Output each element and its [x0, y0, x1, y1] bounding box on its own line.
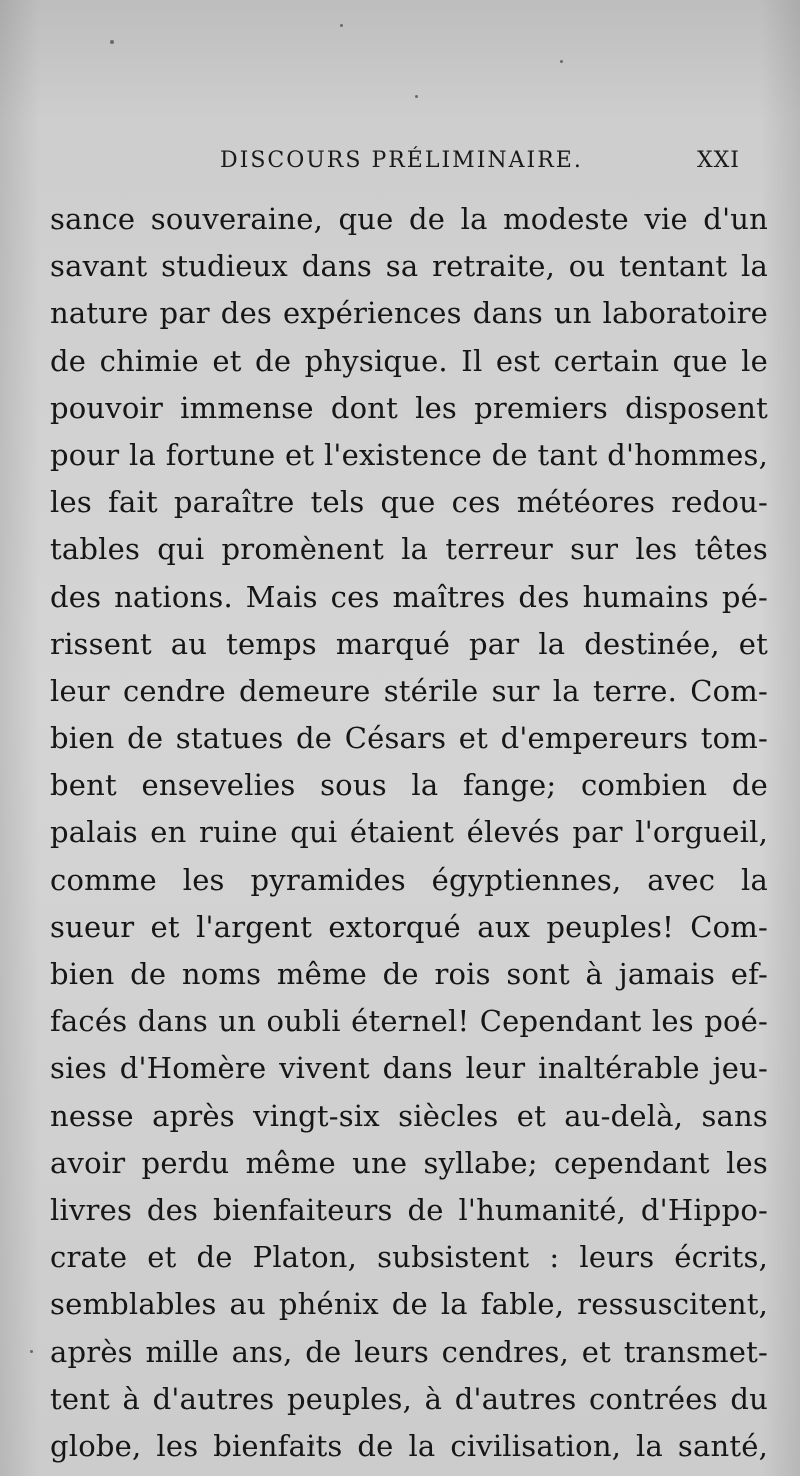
body-text: [50, 196, 768, 1470]
ink-speck: [560, 60, 563, 63]
text-line: globe, les bienfaits de la civilisation, la santé,: [50, 1428, 768, 1463]
text-line: comme les pyramides égyptiennes, avec la: [50, 862, 768, 897]
ink-speck: [415, 95, 418, 98]
text-line: bien de statues de Césars et d'empereurs tom-: [50, 721, 768, 756]
text-line: leur cendre demeure stérile sur la terre. Com-: [50, 673, 768, 708]
text-line: les fait paraître tels que ces météores redou-: [50, 485, 768, 520]
text-line: après mille ans, de leurs cendres, et transmet-: [50, 1334, 768, 1369]
ink-speck: [110, 40, 114, 44]
running-head: [220, 148, 740, 188]
text-line: nature par des expériences dans un laboratoire: [50, 296, 768, 331]
text-line: pouvoir immense dont les premiers disposent: [50, 390, 768, 425]
text-line: rissent au temps marqué par la destinée, et: [50, 626, 768, 661]
text-line: tent à d'autres peuples, à d'autres contrées du: [50, 1381, 768, 1416]
ink-speck: [30, 1350, 33, 1353]
text-line: sies d'Homère vivent dans leur inaltérable jeu-: [50, 1051, 768, 1086]
ink-speck: [340, 24, 343, 27]
text-line: livres des bienfaiteurs de l'humanité, d'Hippo-: [50, 1192, 768, 1227]
text-line: des nations. Mais ces maîtres des humains pé-: [50, 579, 768, 614]
page-number: XXI: [696, 148, 740, 173]
text-line: savant studieux dans sa retraite, ou tentant la: [50, 249, 768, 284]
text-line: nesse après vingt-six siècles et au-delà, sans: [50, 1098, 768, 1133]
text-line: bien de noms même de rois sont à jamais ef-: [50, 957, 768, 991]
text-line: avoir perdu même une syllabe; cependant les: [50, 1145, 768, 1180]
text-line: tables qui promènent la terreur sur les têtes: [50, 532, 768, 567]
text-line: facés dans un oubli éternel! Cependant les poé-: [50, 1004, 768, 1039]
text-line: sance souveraine, que de la modeste vie d'un: [50, 202, 768, 236]
text-line: bent ensevelies sous la fange; combien de: [50, 768, 768, 803]
running-title: DISCOURS PRÉLIMINAIRE.: [220, 148, 583, 173]
text-line: crate et de Platon, subsistent : leurs écrits,: [50, 1240, 768, 1275]
text-line: de chimie et de physique. Il est certain que le: [50, 343, 768, 378]
text-line: pour la fortune et l'existence de tant d'hommes,: [50, 437, 768, 472]
text-line: semblables au phénix de la fable, ressuscitent,: [50, 1287, 768, 1322]
text-line: palais en ruine qui étaient élevés par l'orgueil,: [50, 815, 768, 850]
text-line: sueur et l'argent extorqué aux peuples! Com-: [50, 909, 768, 944]
